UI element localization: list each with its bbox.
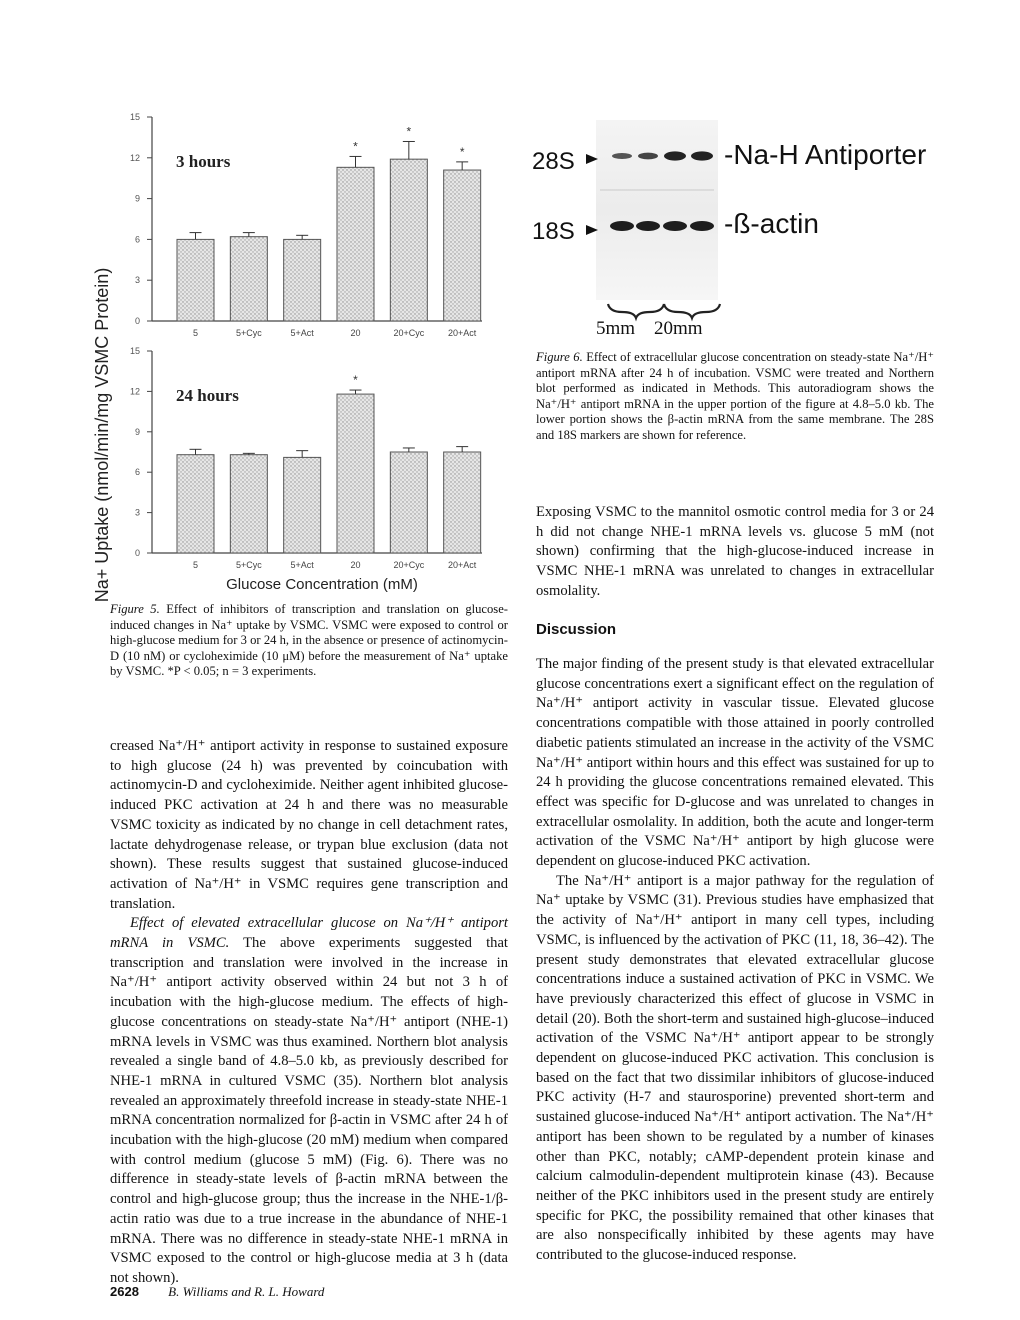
band	[690, 221, 714, 231]
bar	[177, 455, 214, 553]
x-tick-label: 20+Cyc	[393, 560, 425, 570]
band	[664, 151, 686, 160]
significance-marker: *	[353, 373, 358, 388]
x-tick-label: 5	[192, 560, 199, 570]
blot-membrane	[596, 120, 718, 300]
left-paragraph-2-body: The above experiments suggested that transcription and translation were involved in the increase in Na⁺/H⁺ antiport activity observed within 24 but not 3 h of incubation with the high-glucose medium. The effects of high-glucose concentrations on steady-state Na⁺/H⁺ antiport (NHE-1) mRNA levels in VSMC was thus examined. Northern blot analysis revealed a single band of 4.8–5.0 kb, as previously described for NHE-1 mRNA in cultured VSMC (35). Northern blot analysis revealed an approximately threefold increase in steady-state NHE-1 mRNA concentration normalized for β-actin in VSMC after 24 h of incubation with the high-glucose (20 mM) medium when compared with control medium (glucose 5 mM) (Fig. 6). There was no difference in steady-state levels of β-actin mRNA between the control and high-glucose group; thus the increase in the NHE-1/β-actin ratio was due to a true increase in the abundance of NHE-1 mRNA. There was no difference in steady-state NHE-1 mRNA in VSMC exposed to the control or high-glucose media at 3 h (data not shown).	[110, 935, 508, 1286]
y-tick-label: 12	[129, 386, 140, 397]
y-tick-label: 0	[134, 548, 140, 558]
bar	[444, 170, 481, 321]
x-tick-label: 5+Cyc	[235, 328, 262, 338]
footer-authors: B. Williams and R. L. Howard	[168, 1284, 325, 1299]
x-tick-label: 20+Act	[448, 328, 477, 338]
bar	[444, 452, 481, 553]
figure-6-caption	[536, 350, 934, 444]
lane-group-5mm: 5mm	[596, 318, 636, 339]
page-footer	[110, 1284, 324, 1300]
marker-18s: 18S	[532, 218, 575, 245]
figure-5-caption-label: Figure 5.	[110, 602, 160, 616]
x-axis-label: Glucose Concentration (mM)	[226, 576, 418, 593]
page-number: 2628	[110, 1284, 139, 1299]
y-axis-label: Na+ Uptake (nmol/min/mg VSMC Protein)	[92, 267, 112, 603]
y-tick-label: 6	[134, 234, 140, 245]
significance-marker: *	[459, 144, 465, 159]
x-tick-label: 20+Cyc	[393, 328, 425, 338]
band	[612, 153, 632, 159]
label-actin: -ß-actin	[724, 208, 819, 239]
bar	[337, 394, 374, 553]
figure-5-chart	[70, 105, 510, 605]
figure-6-caption-label: Figure 6.	[536, 350, 583, 364]
brace-20mm	[664, 304, 720, 318]
left-paragraph-2	[110, 914, 508, 1288]
y-tick-label: 0	[134, 316, 140, 326]
brace-5mm	[608, 304, 664, 318]
y-tick-label: 3	[134, 507, 140, 518]
bar	[230, 455, 267, 553]
bar	[177, 239, 214, 321]
band	[638, 153, 658, 160]
band	[691, 151, 713, 160]
panel-label: 24 hours	[176, 386, 239, 405]
left-column-text	[110, 737, 508, 1289]
band	[663, 221, 687, 231]
right-paragraph-2: The major finding of the present study is that elevated extracellular glucose concentrations exert a significant effect on the regulation of Na⁺/H⁺ antiport activity in vascular tissue. Elevated glucose concentrations compatible with those attained in poorly controlled diabetic patients stimulated an increase in the activity of the VSMC Na⁺/H⁺ antiport within hours and this effect was sustained for up to 24 h providing the glucose concentrations remained elevated. This effect was specific for D-glucose and was unrelated to changes in extracellular osmolality. In addition, both the acute and longer-term activation of the VSMC Na⁺/H⁺ antiport by high glucose were dependent on glucose-induced PKC activation.	[536, 656, 934, 870]
figure-5-caption	[110, 602, 508, 680]
subsection-heading: Effect of elevated extracellular glucose on Na⁺/H⁺ antiport mRNA in VSMC.	[110, 915, 508, 952]
bar	[337, 167, 374, 321]
x-tick-label: 20	[350, 328, 361, 338]
bar	[390, 159, 427, 321]
y-tick-label: 9	[134, 193, 140, 204]
bar	[230, 237, 267, 321]
x-tick-label: 20+Act	[448, 560, 477, 570]
right-discussion-text	[536, 655, 934, 1266]
left-paragraph-1: creased Na⁺/H⁺ antiport activity in response to sustained exposure to high glucose (24 h) was prevented by coincubation with actinomycin-D and cycloheximide. Neither agent inhibited glucose-induced PKC activation at 24 h and there was no measurable VSMC toxicity as indicated by no change in cell detachment rates, lactate dehydrogenase release, or trypan blue exclusion (data not shown). These results suggest that sustained glucose-induced activation of Na⁺/H⁺ in VSMC requires gene transcription and translation.	[110, 738, 508, 912]
figure-5	[70, 105, 510, 605]
discussion-heading: Discussion	[536, 621, 617, 638]
bar	[284, 457, 321, 553]
label-antiporter: -Na-H Antiporter	[724, 139, 927, 170]
bar	[284, 239, 321, 321]
significance-marker: *	[353, 139, 358, 154]
bar	[390, 452, 427, 553]
x-tick-label: 5+Act	[290, 560, 314, 570]
y-tick-label: 9	[134, 426, 140, 437]
y-tick-label: 15	[129, 112, 140, 122]
y-tick-label: 6	[134, 467, 140, 478]
right-paragraph-3: The Na⁺/H⁺ antiport is a major pathway for the regulation of Na⁺ uptake by VSMC (31). Previous studies have emphasized that the activity of Na⁺/H⁺ antiport in many cell types, including VSMC, is influenced by the activation of PKC (11, 18, 36–42). The present study demonstrates that elevated extracellular glucose concentrations induce a sustained activation of PKC in VSMC. We have previously characterized this effect of glucose in VSMC in detail (20). Both the short-term and sustained high-glucose–induced activation of the VSMC Na⁺/H⁺ antiport appear to be strongly dependent on glucose-induced PKC activation. This conclusion is based on the fact that two dissimilar inhibitors of glucose-induced PKC activity (H-7 and staurosporine) prevented short-term and sustained glucose-induced Na⁺/H⁺ antiport activation. The Na⁺/H⁺ antiport has been shown to be regulated by a number of kinases other than PKC, notably; cAMP-dependent protein kinase and calcium calmodulin-dependent multiprotein kinase (43). Because neither of the PKC inhibitors used in the present study are entirely specific for PKC, the possibility remained that other kinases that are also nonspecifically inhibited by these agents may have contributed to the glucose-induced response.	[536, 872, 934, 1264]
x-tick-label: 20	[350, 560, 361, 570]
panel-label: 3 hours	[176, 152, 231, 171]
marker-28s: 28S	[532, 148, 575, 175]
y-tick-label: 3	[134, 275, 140, 286]
y-tick-label: 12	[129, 152, 140, 163]
band	[610, 221, 634, 231]
x-tick-label: 5+Cyc	[235, 560, 262, 570]
x-tick-label: 5	[192, 328, 199, 338]
figure-5-caption-text: Effect of inhibitors of transcription and translation on glucose-induced changes in Na⁺ uptake by VSMC. VSMC were exposed to control or high-glucose medium for 3 or 24 h, in the absence or presence of actinomycin-D (10 nM) or cycloheximide (10 μM) before the measurement of Na⁺ uptake by VSMC. *P < 0.05; n = 3 experiments.	[110, 602, 508, 679]
band	[636, 221, 660, 231]
figure-6	[530, 110, 950, 350]
significance-marker: *	[406, 124, 412, 139]
right-paragraph-1: Exposing VSMC to the mannitol osmotic control media for 3 or 24 h did not change NHE-1 mRNA levels vs. glucose 5 mM (not shown) confirming that the high-glucose-induced increase in VSMC NHE-1 mRNA was unrelated to changes in extracellular osmolality.	[536, 504, 934, 599]
y-tick-label: 15	[129, 346, 140, 356]
lane-group-20mm: 20mm	[654, 318, 703, 339]
figure-6-caption-text: Effect of extracellular glucose concentration on steady-state Na⁺/H⁺ antiport mRNA after 24 h of incubation. VSMC were treated and Northern blot performed as indicated in Methods. This autoradiogram shows the Na⁺/H⁺ antiport mRNA in the upper portion of the figure at 4.8–5.0 kb. The lower portion shows the β-actin mRNA from the same membrane. The 28S and 18S markers are shown for reference.	[536, 350, 934, 442]
x-tick-label: 5+Act	[290, 328, 314, 338]
